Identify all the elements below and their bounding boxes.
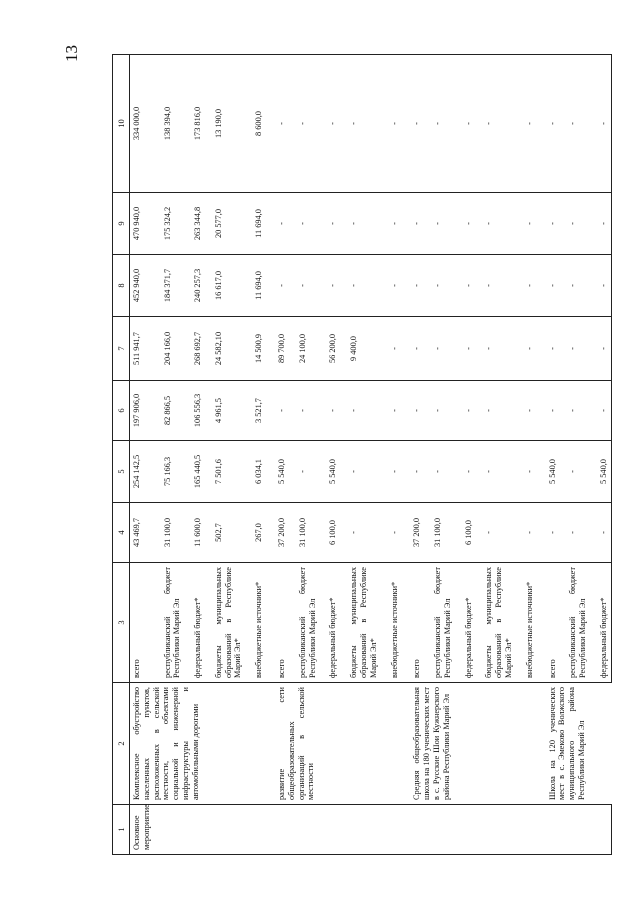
main-activity-cell	[475, 805, 515, 855]
funding-source-cell: федеральный бюджет*	[455, 563, 476, 683]
amount-cell: -	[590, 55, 611, 193]
amount-cell: 267,0	[245, 503, 266, 563]
header-cell: 3	[113, 563, 130, 683]
amount-cell: -	[455, 441, 476, 503]
header-cell: 1	[113, 805, 130, 855]
amount-cell: -	[266, 55, 289, 193]
amount-cell: -	[266, 255, 289, 317]
amount-cell: -	[559, 255, 590, 317]
funding-source-cell: всего	[401, 563, 424, 683]
amount-cell: 43 469,7	[130, 503, 154, 563]
amount-cell: 184 371,7	[154, 255, 185, 317]
amount-cell: 502,7	[205, 503, 245, 563]
amount-cell: -	[340, 381, 380, 441]
amount-cell: 138 394,0	[154, 55, 185, 193]
header-cell: 8	[113, 255, 130, 317]
amount-cell: -	[319, 255, 340, 317]
amount-cell: -	[401, 55, 424, 193]
main-activity-cell	[401, 805, 424, 855]
amount-cell: 452 940,0	[130, 255, 154, 317]
activity-name-cell: развитие сети общеобразовательных организаций в сельской местности	[266, 683, 401, 805]
funding-source-cell: бюджеты муниципальных образований в Республике Марий Эл*	[340, 563, 380, 683]
main-activity-cell	[154, 805, 185, 855]
amount-cell: 268 692,7	[184, 317, 205, 381]
funding-source-cell: федеральный бюджет*	[590, 563, 611, 683]
amount-cell: -	[590, 381, 611, 441]
amount-cell: -	[475, 55, 515, 193]
activity-name-cell: Средняя общеобразовательная школа на 180 ученических мест в с. Русские Шои Кужнерского района Республики Марий Эл	[401, 683, 536, 805]
amount-cell: 11 694,0	[245, 255, 266, 317]
header-row	[113, 55, 130, 855]
activity-name-cell: Школа на 120 ученических мест в с. Эмеково Волжского муниципального района Республики Марий Эл	[537, 683, 612, 805]
amount-cell: -	[424, 255, 455, 317]
amount-cell: 254 142,5	[130, 441, 154, 503]
main-activity-cell	[340, 805, 380, 855]
amount-cell: 175 324,2	[154, 193, 185, 255]
amount-cell: -	[475, 381, 515, 441]
amount-cell: -	[537, 381, 560, 441]
amount-cell: -	[475, 503, 515, 563]
amount-cell: 240 257,3	[184, 255, 205, 317]
funding-source-cell: всего	[537, 563, 560, 683]
amount-cell: -	[381, 55, 402, 193]
amount-cell: -	[516, 503, 537, 563]
amount-cell: -	[455, 381, 476, 441]
amount-cell: -	[516, 55, 537, 193]
amount-cell: -	[590, 317, 611, 381]
amount-cell: -	[266, 193, 289, 255]
amount-cell: -	[590, 503, 611, 563]
amount-cell: 13 190,0	[205, 55, 245, 193]
amount-cell: 165 440,5	[184, 441, 205, 503]
amount-cell: -	[340, 503, 380, 563]
amount-cell: 5 540,0	[319, 441, 340, 503]
main-activity-cell: Основное мероприятие	[130, 805, 154, 855]
main-activity-cell	[245, 805, 266, 855]
amount-cell: -	[559, 381, 590, 441]
amount-cell: -	[340, 55, 380, 193]
amount-cell: 106 556,3	[184, 381, 205, 441]
amount-cell: -	[516, 317, 537, 381]
amount-cell: 11 694,0	[245, 193, 266, 255]
main-activity-cell	[516, 805, 537, 855]
amount-cell: 31 100,0	[289, 503, 320, 563]
funding-source-cell: всего	[266, 563, 289, 683]
amount-cell: -	[401, 193, 424, 255]
main-activity-cell	[184, 805, 205, 855]
amount-cell: -	[424, 317, 455, 381]
amount-cell: 89 700,0	[266, 317, 289, 381]
funding-source-cell: республиканский бюджет Республики Марий Эл	[424, 563, 455, 683]
amount-cell: -	[590, 193, 611, 255]
amount-cell: -	[559, 503, 590, 563]
amount-cell: -	[455, 193, 476, 255]
funding-source-cell: внебюджетные источники*	[381, 563, 402, 683]
amount-cell: -	[266, 381, 289, 441]
funding-source-cell: внебюджетные источники*	[516, 563, 537, 683]
amount-cell: 37 200,0	[401, 503, 424, 563]
amount-cell: -	[590, 255, 611, 317]
amount-cell: -	[516, 255, 537, 317]
amount-cell: -	[537, 55, 560, 193]
amount-cell: -	[537, 503, 560, 563]
amount-cell: 37 200,0	[266, 503, 289, 563]
header-cell: 7	[113, 317, 130, 381]
amount-cell: 24 582,10	[205, 317, 245, 381]
amount-cell: -	[289, 55, 320, 193]
table-row	[537, 55, 560, 855]
amount-cell: 263 344,8	[184, 193, 205, 255]
amount-cell: -	[340, 193, 380, 255]
funding-source-cell: федеральный бюджет*	[184, 563, 205, 683]
amount-cell: -	[455, 255, 476, 317]
amount-cell: 56 200,0	[319, 317, 340, 381]
amount-cell: -	[424, 441, 455, 503]
amount-cell: -	[289, 381, 320, 441]
main-activity-cell	[266, 805, 289, 855]
main-activity-cell	[590, 805, 611, 855]
amount-cell: 204 166,0	[154, 317, 185, 381]
header-cell: 2	[113, 683, 130, 805]
amount-cell: 197 906,0	[130, 381, 154, 441]
amount-cell: -	[381, 503, 402, 563]
table-row	[401, 55, 424, 855]
main-activity-cell	[319, 805, 340, 855]
main-activity-cell	[205, 805, 245, 855]
main-activity-cell	[537, 805, 560, 855]
amount-cell: -	[475, 255, 515, 317]
funding-source-cell: бюджеты муниципальных образований в Республике Марий Эл*	[475, 563, 515, 683]
funding-source-cell: бюджеты муниципальных образований в Республике Марий Эл*	[205, 563, 245, 683]
amount-cell: 16 617,0	[205, 255, 245, 317]
amount-cell: -	[289, 255, 320, 317]
amount-cell: 3 521,7	[245, 381, 266, 441]
amount-cell: -	[381, 381, 402, 441]
amount-cell: 5 540,0	[266, 441, 289, 503]
header-cell: 4	[113, 503, 130, 563]
amount-cell: 7 501,6	[205, 441, 245, 503]
main-activity-cell	[559, 805, 590, 855]
table-row	[266, 55, 289, 855]
amount-cell: -	[455, 55, 476, 193]
header-cell: 5	[113, 441, 130, 503]
amount-cell: 470 940,0	[130, 193, 154, 255]
amount-cell: 75 166,3	[154, 441, 185, 503]
amount-cell: -	[381, 193, 402, 255]
funding-source-cell: республиканский бюджет Республики Марий Эл	[289, 563, 320, 683]
rotated-page	[112, 55, 627, 855]
amount-cell: -	[340, 255, 380, 317]
amount-cell: -	[537, 255, 560, 317]
amount-cell: 9 400,0	[340, 317, 380, 381]
amount-cell: -	[424, 193, 455, 255]
amount-cell: -	[401, 317, 424, 381]
amount-cell: -	[340, 441, 380, 503]
amount-cell: -	[516, 193, 537, 255]
funding-source-cell: республиканский бюджет Республики Марий Эл	[154, 563, 185, 683]
amount-cell: 82 866,5	[154, 381, 185, 441]
amount-cell: -	[289, 193, 320, 255]
amount-cell: 14 500,9	[245, 317, 266, 381]
amount-cell: -	[424, 55, 455, 193]
amount-cell: -	[475, 441, 515, 503]
amount-cell: 6 034,1	[245, 441, 266, 503]
amount-cell: 11 600,0	[184, 503, 205, 563]
funding-source-cell: внебюджетные источники*	[245, 563, 266, 683]
amount-cell: -	[455, 317, 476, 381]
amount-cell: 511 941,7	[130, 317, 154, 381]
page-number: 13	[62, 45, 81, 62]
activity-name-cell: Комплексное обустройство населенных пунктов, расположенных в сельской местности, объектами социальной и инженерной инфраструктуры и автомобильными дорогами	[130, 683, 267, 805]
amount-cell: -	[516, 441, 537, 503]
amount-cell: -	[319, 193, 340, 255]
amount-cell: 6 100,0	[455, 503, 476, 563]
funding-source-cell: федеральный бюджет*	[319, 563, 340, 683]
amount-cell: -	[401, 381, 424, 441]
amount-cell: 31 100,0	[154, 503, 185, 563]
amount-cell: 6 100,0	[319, 503, 340, 563]
amount-cell: -	[289, 441, 320, 503]
amount-cell: -	[401, 441, 424, 503]
amount-cell: -	[401, 255, 424, 317]
table-body	[130, 55, 612, 855]
amount-cell: -	[424, 381, 455, 441]
amount-cell: -	[319, 381, 340, 441]
amount-cell: -	[319, 55, 340, 193]
amount-cell: -	[559, 55, 590, 193]
amount-cell: -	[537, 317, 560, 381]
amount-cell: -	[559, 193, 590, 255]
amount-cell: 20 577,0	[205, 193, 245, 255]
amount-cell: -	[559, 317, 590, 381]
amount-cell: 5 540,0	[590, 441, 611, 503]
funding-source-cell: всего	[130, 563, 154, 683]
amount-cell: -	[475, 317, 515, 381]
main-activity-cell	[289, 805, 320, 855]
amount-cell: 8 600,0	[245, 55, 266, 193]
amount-cell: -	[475, 193, 515, 255]
header-cell: 9	[113, 193, 130, 255]
amount-cell: -	[537, 193, 560, 255]
header-cell: 10	[113, 55, 130, 193]
amount-cell: 173 816,0	[184, 55, 205, 193]
amount-cell: 4 961,5	[205, 381, 245, 441]
funding-table	[112, 54, 612, 855]
amount-cell: -	[381, 255, 402, 317]
amount-cell: -	[559, 441, 590, 503]
amount-cell: 24 100,0	[289, 317, 320, 381]
amount-cell: 5 540,0	[537, 441, 560, 503]
header-cell: 6	[113, 381, 130, 441]
main-activity-cell	[381, 805, 402, 855]
amount-cell: -	[381, 441, 402, 503]
funding-source-cell: республиканский бюджет Республики Марий Эл	[559, 563, 590, 683]
amount-cell: -	[516, 381, 537, 441]
table-row	[130, 55, 154, 855]
amount-cell: 334 000,0	[130, 55, 154, 193]
amount-cell: 31 100,0	[424, 503, 455, 563]
main-activity-cell	[455, 805, 476, 855]
main-activity-cell	[424, 805, 455, 855]
amount-cell: -	[381, 317, 402, 381]
